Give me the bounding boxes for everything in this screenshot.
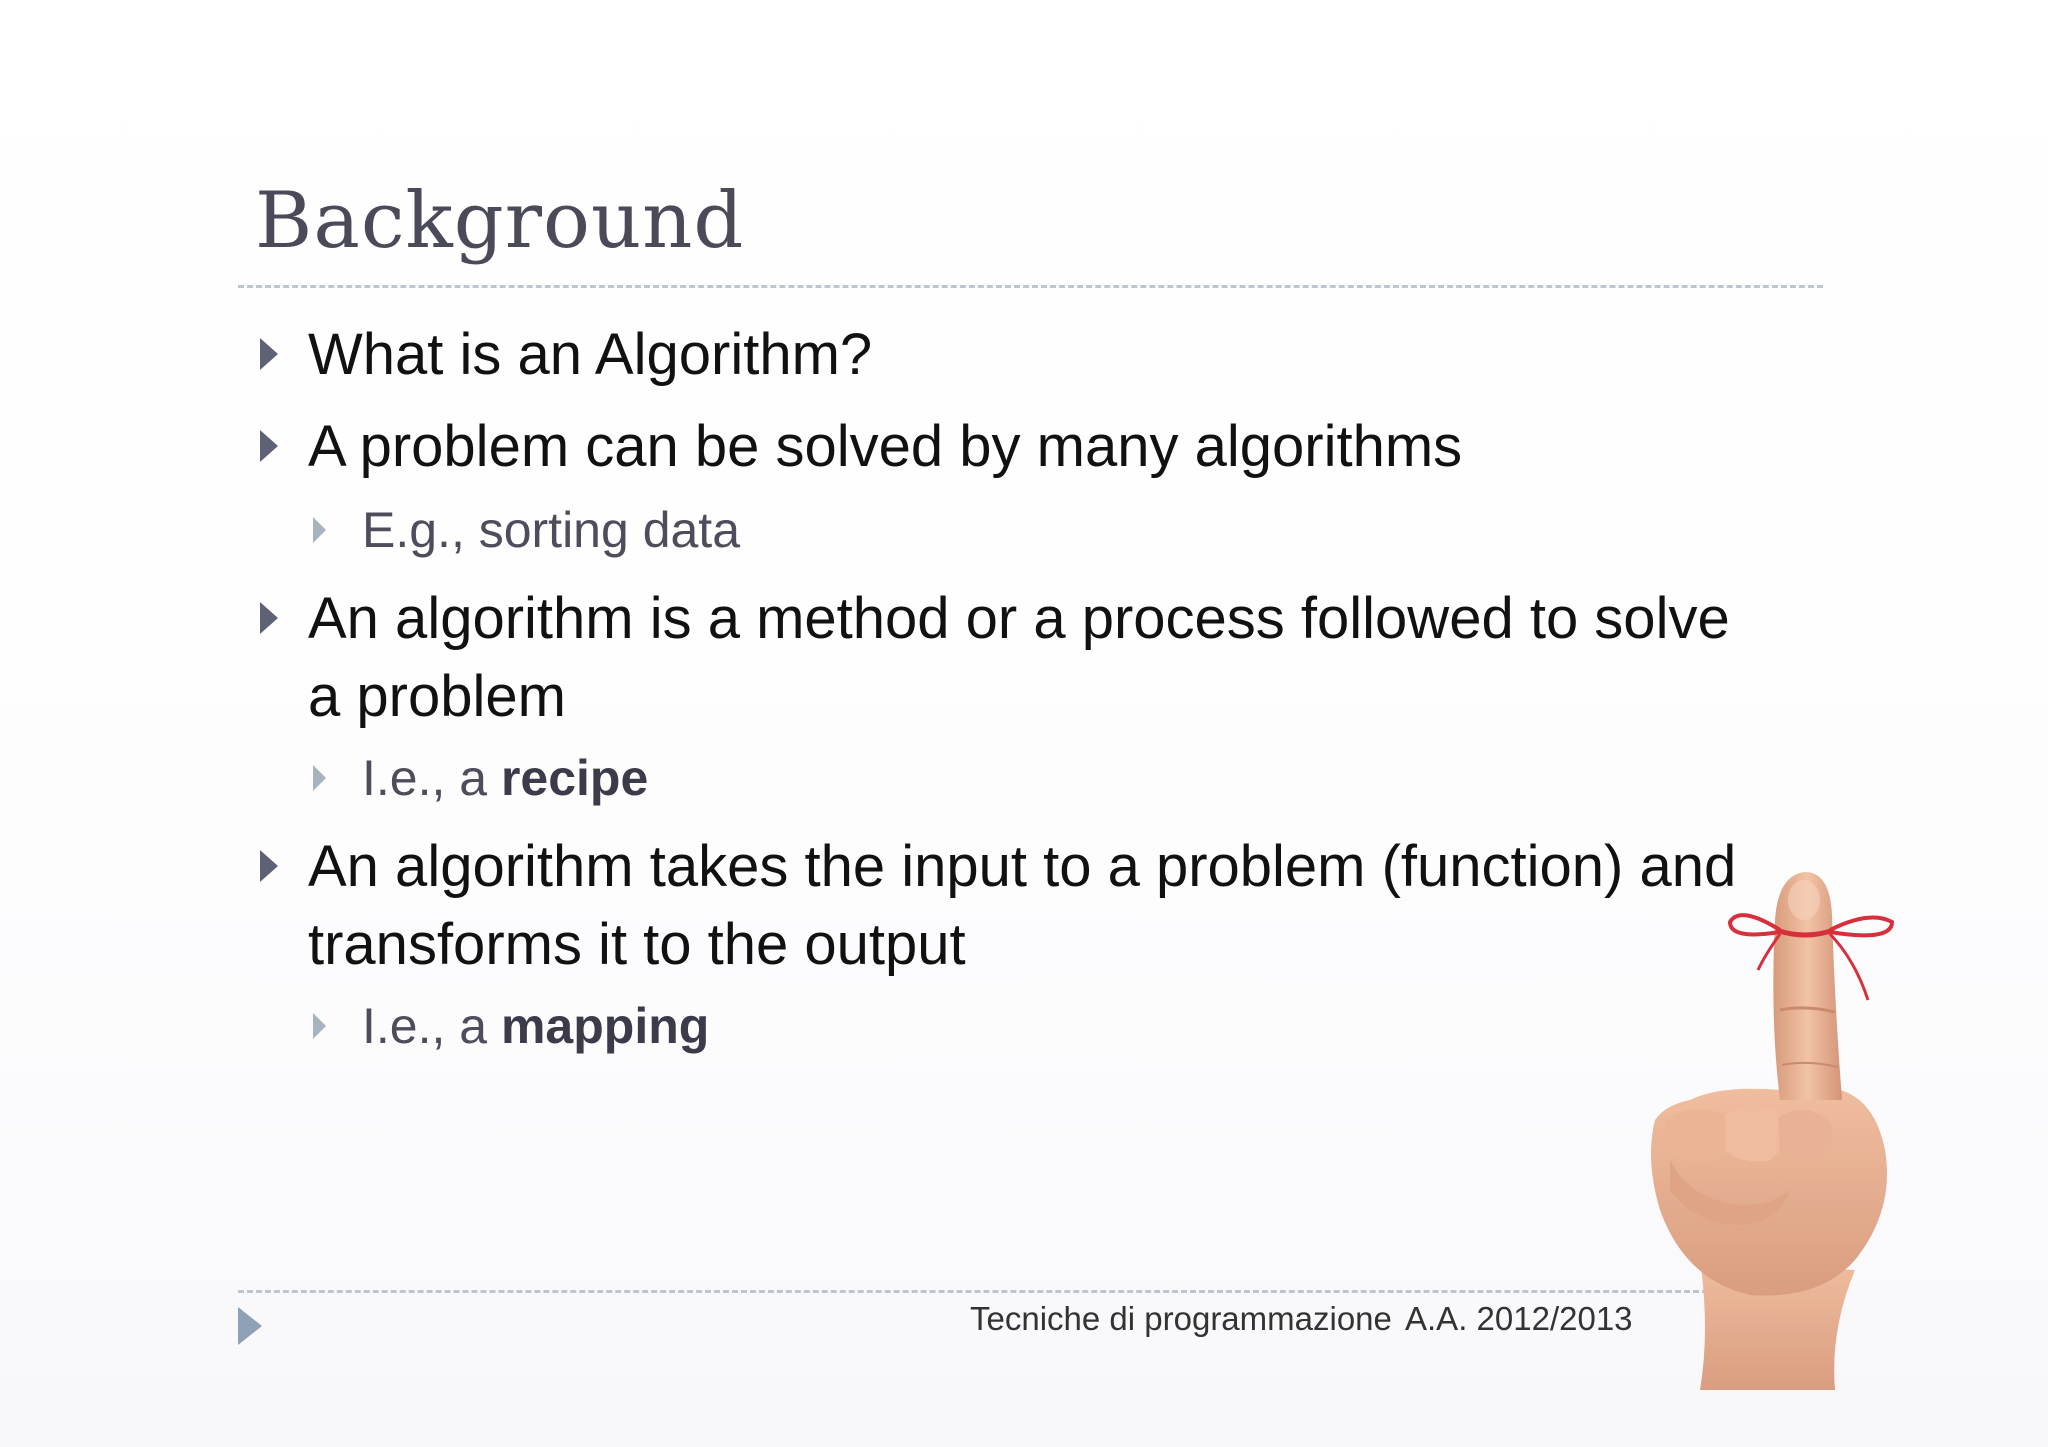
footer-divider: [238, 1290, 1708, 1293]
sub-bullet-prefix: I.e., a: [362, 750, 501, 806]
bullet-text-continued: transforms it to the output: [308, 912, 966, 977]
finger-with-string-image: [1630, 860, 1920, 1390]
bullet-text: An algorithm is a method or a process followed to solve: [308, 586, 1730, 651]
sub-bullet-prefix: I.e., a: [362, 998, 501, 1054]
sub-bullet-text: E.g., sorting data: [362, 502, 741, 558]
sub-bullet-triangle-icon: [313, 765, 326, 791]
bullet-triangle-icon: [260, 602, 278, 634]
emphasis-mapping: mapping: [500, 998, 710, 1054]
title-divider: [238, 285, 1823, 288]
footer-triangle-icon: [238, 1307, 262, 1345]
slide-title: Background: [255, 176, 745, 266]
bullet-text: An algorithm takes the input to a problem (function) and: [308, 834, 1737, 899]
bullet-triangle-icon: [260, 338, 278, 370]
sub-bullet-triangle-icon: [313, 517, 326, 543]
footer-year: A.A. 2012/2013: [1405, 1300, 1633, 1337]
bullet-text: A problem can be solved by many algorithms: [308, 414, 1463, 479]
bullet-triangle-icon: [260, 430, 278, 462]
footer-course: Tecniche di programmazione: [970, 1300, 1392, 1337]
emphasis-recipe: recipe: [500, 750, 649, 806]
sub-bullet-text: [362, 746, 648, 810]
sub-bullet-text: [362, 994, 709, 1058]
bullet-text-continued: a problem: [308, 664, 566, 729]
bullet-text: What is an Algorithm?: [308, 322, 873, 387]
bullet-triangle-icon: [260, 850, 278, 882]
sub-bullet-triangle-icon: [313, 1013, 326, 1039]
